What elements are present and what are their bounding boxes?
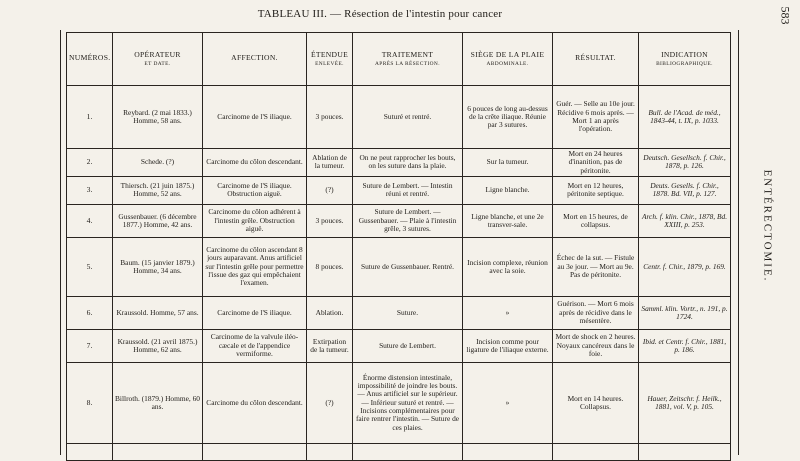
traitement-cell: Énorme distension intestinale, impossibilité de joindre les bouts. — Anus artificiel sur le supérieur. — Inférieur suturé et rentré. — Incisions complémentaires pour faire rentrer l'intestin. — Suture de ces plaies. bbox=[353, 362, 463, 443]
row-number: 6. bbox=[67, 296, 113, 329]
row-number: 8. bbox=[67, 362, 113, 443]
siege-cell: » bbox=[463, 362, 553, 443]
row-number: 3. bbox=[67, 176, 113, 204]
etendue-cell: Ablation de la tumeur. bbox=[307, 149, 353, 177]
affection-cell: Carcinome du côlon descendant. bbox=[203, 362, 307, 443]
etendue-cell: Extirpation de la tumeur. bbox=[307, 329, 353, 362]
resection-table bbox=[66, 32, 731, 461]
table-row bbox=[67, 204, 731, 237]
operator-cell: Billroth. (1879.) Homme, 60 ans. bbox=[113, 362, 203, 443]
col-header-operateur: OPÉRATEUR ET DATE. bbox=[113, 33, 203, 86]
table-row bbox=[67, 176, 731, 204]
row-number: 1. bbox=[67, 86, 113, 149]
traitement-cell: Suturé et rentré. bbox=[353, 86, 463, 149]
table-row bbox=[67, 237, 731, 296]
operator-cell: Reybard. (2 mai 1833.) Homme, 58 ans. bbox=[113, 86, 203, 149]
table-row-empty bbox=[67, 443, 731, 460]
operator-cell: Kraussold. (21 avril 1875.) Homme, 62 ans. bbox=[113, 329, 203, 362]
affection-cell: Carcinome de l'S iliaque. Obstruction aiguë. bbox=[203, 176, 307, 204]
traitement-cell: Suture de Gussenbauer. Rentré. bbox=[353, 237, 463, 296]
affection-cell: Carcinome du côlon ascendant 8 jours auparavant. Anus artificiel sur l'intestin grêle pour permettre l'issue des gaz qui empêchaient l'examen. bbox=[203, 237, 307, 296]
etendue-cell: 8 pouces. bbox=[307, 237, 353, 296]
col-header-affection: AFFECTION. bbox=[203, 33, 307, 86]
row-number: 5. bbox=[67, 237, 113, 296]
operator-cell: Gussenbauer. (6 décembre 1877.) Homme, 42 ans. bbox=[113, 204, 203, 237]
col-header-siege: SIÈGE DE LA PLAIE ABDOMINALE. bbox=[463, 33, 553, 86]
biblio-cell: Samml. klin. Vortr., n. 191, p. 1724. bbox=[639, 296, 731, 329]
table-row bbox=[67, 362, 731, 443]
page-number: 583 bbox=[778, 6, 793, 25]
page-title: TABLEAU III. — Résection de l'intestin pour cancer bbox=[257, 8, 503, 20]
col-header-resultat: RÉSULTAT. bbox=[553, 33, 639, 86]
traitement-cell: Suture de Lembert. — Intestin réuni et rentré. bbox=[353, 176, 463, 204]
row-number: 4. bbox=[67, 204, 113, 237]
resultat-cell: Mort en 14 heures. Collapsus. bbox=[553, 362, 639, 443]
table-row bbox=[67, 86, 731, 149]
table-row bbox=[67, 149, 731, 177]
resultat-cell: Mort en 12 heures, péritonite septique. bbox=[553, 176, 639, 204]
etendue-cell: (?) bbox=[307, 362, 353, 443]
traitement-cell: Suture de Lembert. bbox=[353, 329, 463, 362]
biblio-cell: Arch. f. klin. Chir., 1878, Bd. XXIII, p. 253. bbox=[639, 204, 731, 237]
header-row bbox=[67, 33, 731, 86]
affection-cell: Carcinome du côlon descendant. bbox=[203, 149, 307, 177]
resultat-cell: Guér. — Selle au 10e jour. Récidive 6 mois après. — Mort 1 an après l'opération. bbox=[553, 86, 639, 149]
table-row bbox=[67, 329, 731, 362]
row-number: 7. bbox=[67, 329, 113, 362]
resultat-cell: Échec de la sut. — Fistule au 3e jour. — Mort au 9e. Pas de péritonite. bbox=[553, 237, 639, 296]
traitement-cell: Suture de Lembert. — Gussenbauer. — Plaie à l'intestin grêle, 3 sutures. bbox=[353, 204, 463, 237]
affection-cell: Carcinome du côlon adhérent à l'intestin grêle. Obstruction aiguë. bbox=[203, 204, 307, 237]
biblio-cell: Bull. de l'Acad. de méd., 1843-44, t. IX, p. 1033. bbox=[639, 86, 731, 149]
siege-cell: 6 pouces de long au-dessus de la crête iliaque. Réunie par 3 sutures. bbox=[463, 86, 553, 149]
outer-rule-left bbox=[60, 30, 61, 455]
siege-cell: Incision comme pour ligature de l'iliaque externe. bbox=[463, 329, 553, 362]
outer-rule-right bbox=[738, 30, 739, 455]
resultat-cell: Mort de shock en 2 heures. Noyaux cancéreux dans le foie. bbox=[553, 329, 639, 362]
table-row bbox=[67, 296, 731, 329]
siege-cell: Sur la tumeur. bbox=[463, 149, 553, 177]
biblio-cell: Centr. f. Chir., 1879, p. 169. bbox=[639, 237, 731, 296]
col-header-etendue: ÉTENDUE ENLEVÉE. bbox=[307, 33, 353, 86]
biblio-cell: Ibid. et Centr. f. Chir., 1881, p. 186. bbox=[639, 329, 731, 362]
row-number: 2. bbox=[67, 149, 113, 177]
biblio-cell: Deutsch. Gesellsch. f. Chir., 1878, p. 126. bbox=[639, 149, 731, 177]
siege-cell: » bbox=[463, 296, 553, 329]
col-header-indication: INDICATION BIBLIOGRAPHIQUE. bbox=[639, 33, 731, 86]
affection-cell: Carcinome de la valvule iléo-cæcale et de l'appendice vermiforme. bbox=[203, 329, 307, 362]
running-head: ENTÉRECTOMIE. bbox=[761, 169, 774, 283]
biblio-cell: Hauer, Zeitschr. f. Heilk., 1881, vol. V, p. 105. bbox=[639, 362, 731, 443]
traitement-cell: Suture. bbox=[353, 296, 463, 329]
etendue-cell: 3 pouces. bbox=[307, 86, 353, 149]
affection-cell: Carcinome de l'S iliaque. bbox=[203, 296, 307, 329]
traitement-cell: On ne peut rapprocher les bouts, on les suture dans la plaie. bbox=[353, 149, 463, 177]
siege-cell: Incision complexe, réunion avec la soie. bbox=[463, 237, 553, 296]
col-header-traitement: TRAITEMENT APRÈS LA RÉSECTION. bbox=[353, 33, 463, 86]
biblio-cell: Deuts. Gesells. f. Chir., 1878. Bd. VII, p. 127. bbox=[639, 176, 731, 204]
siege-cell: Ligne blanche, et une 2e transver-sale. bbox=[463, 204, 553, 237]
operator-cell: Thiersch. (21 juin 1875.) Homme, 52 ans. bbox=[113, 176, 203, 204]
operator-cell: Baum. (15 janvier 1879.) Homme, 34 ans. bbox=[113, 237, 203, 296]
affection-cell: Carcinome de l'S iliaque. bbox=[203, 86, 307, 149]
resultat-cell: Mort en 24 heures d'inanition, pas de péritonite. bbox=[553, 149, 639, 177]
etendue-cell: Ablation. bbox=[307, 296, 353, 329]
resultat-cell: Mort en 15 heures, de collapsus. bbox=[553, 204, 639, 237]
etendue-cell: 3 pouces. bbox=[307, 204, 353, 237]
siege-cell: Ligne blanche. bbox=[463, 176, 553, 204]
operator-cell: Kraussold. Homme, 57 ans. bbox=[113, 296, 203, 329]
col-header-numeros: NUMÉROS. bbox=[67, 33, 113, 86]
operator-cell: Schede. (?) bbox=[113, 149, 203, 177]
resultat-cell: Guérison. — Mort 6 mois après de récidive dans le mésentère. bbox=[553, 296, 639, 329]
etendue-cell: (?) bbox=[307, 176, 353, 204]
